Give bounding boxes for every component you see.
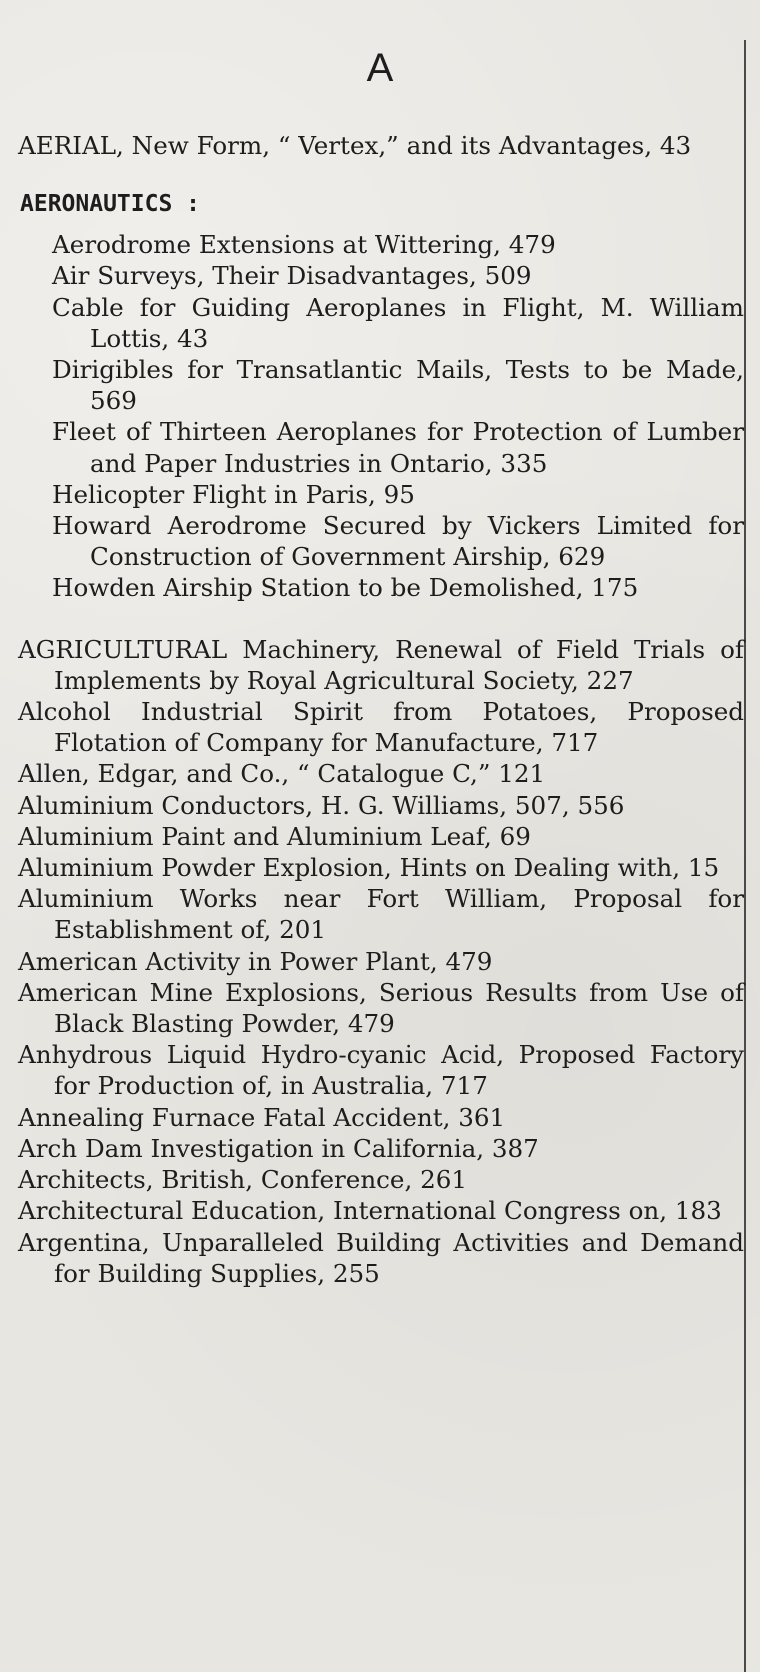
index-entry: Aluminium Paint and Aluminium Leaf, 69 xyxy=(18,821,531,851)
index-entry: Anhydrous Liquid Hydro-cyanic Acid, Proposed Factory for Production of, in Australia, 717 xyxy=(18,1040,744,1101)
index-entry: Architectural Education, International Congress on, 183 xyxy=(18,1196,722,1226)
index-content xyxy=(18,130,744,1289)
subject-heading-aeronautics: AERONAUTICS : xyxy=(20,191,201,218)
section-letter: A xyxy=(366,46,394,90)
index-entry: Annealing Furnace Fatal Accident, 361 xyxy=(18,1102,506,1132)
index-entry: American Mine Explosions, Serious Results from Use of Black Blasting Powder, 479 xyxy=(18,977,744,1039)
index-subentry: Fleet of Thirteen Aeroplanes for Protection of Lumber and Paper Industries in Ontario, 335 xyxy=(52,417,744,478)
index-entry: Alcohol Industrial Spirit from Potatoes, Proposed Flotation of Company for Manufacture, 717 xyxy=(18,697,744,758)
index-entry: Architects, British, Conference, 261 xyxy=(18,1165,468,1195)
index-entry: Aluminium Conductors, H. G. Williams, 507, 556 xyxy=(18,790,625,820)
index-subentry: Cable for Guiding Aeroplanes in Flight, M. William Lottis, 43 xyxy=(52,292,744,353)
index-entry: Arch Dam Investigation in California, 387 xyxy=(18,1133,539,1163)
index-subentry: Aerodrome Extensions at Wittering, 479 xyxy=(52,230,556,260)
index-entry: American Activity in Power Plant, 479 xyxy=(18,946,493,976)
index-entry: AGRICULTURAL Machinery, Renewal of Field Trials of Implements by Royal Agricultural Society, 227 xyxy=(18,634,744,695)
index-subentry: Helicopter Flight in Paris, 95 xyxy=(52,479,415,509)
index-subentry: Howard Aerodrome Secured by Vickers Limited for Construction of Government Airship, 629 xyxy=(52,511,744,572)
index-subentry: Howden Airship Station to be Demolished, 175 xyxy=(52,573,639,603)
column-rule xyxy=(744,40,746,1672)
index-entry: Aluminium Works near Fort William, Proposal for Establishment of, 201 xyxy=(18,884,744,945)
index-entry: Argentina, Unparalleled Building Activities and Demand for Building Supplies, 255 xyxy=(18,1227,744,1288)
index-entry-aerial: AERIAL, New Form, “ Vertex,” and its Advantages, 43 xyxy=(18,131,692,160)
index-entry: Aluminium Powder Explosion, Hints on Dealing with, 15 xyxy=(18,853,720,883)
index-subentry: Dirigibles for Transatlantic Mails, Tests to be Made, 569 xyxy=(52,355,744,416)
index-subentry: Air Surveys, Their Disadvantages, 509 xyxy=(52,261,532,291)
index-entry: Allen, Edgar, and Co., “ Catalogue C,” 121 xyxy=(18,759,546,789)
